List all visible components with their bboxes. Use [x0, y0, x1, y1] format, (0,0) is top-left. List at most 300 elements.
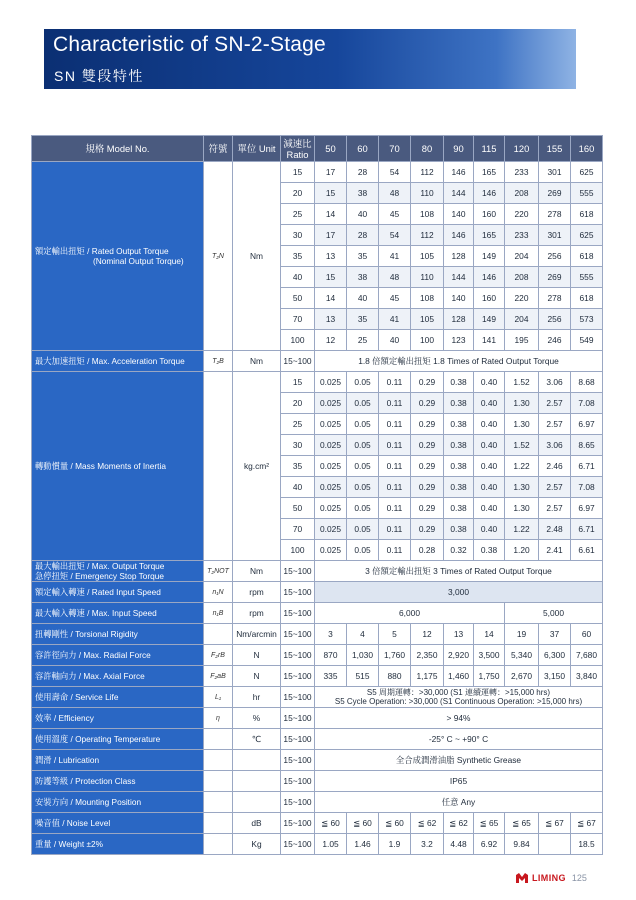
row-label-efficiency: 效率 / Efficiency — [32, 708, 204, 729]
ratio-cell: 15 — [281, 372, 315, 393]
ratio-cell: 25 — [281, 414, 315, 435]
table-cell: 13 — [315, 309, 347, 330]
table-cell: 3,840 — [571, 666, 603, 687]
table-cell: 6.92 — [474, 834, 505, 855]
table-cell: 6.71 — [571, 519, 603, 540]
ratio-cell: 15~100 — [281, 708, 315, 729]
torsional-unit: Nm/arcmin — [233, 624, 281, 645]
ratio-cell: 15~100 — [281, 834, 315, 855]
efficiency-unit: % — [233, 708, 281, 729]
table-cell: 160 — [474, 204, 505, 225]
table-row — [32, 582, 603, 603]
table-cell: 233 — [505, 225, 539, 246]
table-cell: 0.025 — [315, 414, 347, 435]
table-cell: 149 — [474, 246, 505, 267]
table-cell: 0.11 — [379, 393, 411, 414]
max-output-unit: Nm — [233, 561, 281, 582]
header-size: 160 — [571, 136, 603, 162]
ratio-cell: 100 — [281, 330, 315, 351]
header-ratio: 減速比 Ratio — [281, 136, 315, 162]
spec-table — [31, 135, 603, 855]
table-cell: 6.97 — [571, 498, 603, 519]
table-cell: 625 — [571, 162, 603, 183]
table-cell: 880 — [379, 666, 411, 687]
table-cell: 0.11 — [379, 372, 411, 393]
row-label-accel-torque: 最大加速扭矩 / Max. Acceleration Torque — [32, 351, 204, 372]
table-cell: 6.61 — [571, 540, 603, 561]
table-cell: 45 — [379, 204, 411, 225]
table-cell: 3 — [315, 624, 347, 645]
table-cell: 1,760 — [379, 645, 411, 666]
table-cell: 2,350 — [411, 645, 444, 666]
row-label-max-output-torque — [32, 561, 204, 582]
service-symbol: L₁ — [204, 687, 233, 708]
table-cell: 123 — [444, 330, 474, 351]
header-size: 80 — [411, 136, 444, 162]
table-cell: 3.2 — [411, 834, 444, 855]
table-row — [32, 666, 603, 687]
table-cell: 14 — [474, 624, 505, 645]
spec-table-body — [32, 162, 603, 855]
table-cell: 625 — [571, 225, 603, 246]
header-size: 90 — [444, 136, 474, 162]
table-cell: 1.46 — [347, 834, 379, 855]
row-label-weight: 重量 / Weight ±2% — [32, 834, 204, 855]
table-cell: 2,920 — [444, 645, 474, 666]
max-input-symbol: n₁B — [204, 603, 233, 624]
protection-value: IP65 — [315, 771, 603, 792]
table-cell: 17 — [315, 225, 347, 246]
ratio-cell: 15~100 — [281, 645, 315, 666]
brand-name: LIMING — [532, 873, 566, 883]
row-label-mounting: 安裝方向 / Mounting Position — [32, 792, 204, 813]
table-cell: 0.40 — [474, 393, 505, 414]
table-cell: 38 — [347, 267, 379, 288]
header-size: 120 — [505, 136, 539, 162]
table-cell: 108 — [411, 288, 444, 309]
header-size: 115 — [474, 136, 505, 162]
footer — [515, 871, 587, 885]
table-cell: 0.38 — [444, 456, 474, 477]
max-output-symbol: T₂NOT — [204, 561, 233, 582]
table-cell: 4 — [347, 624, 379, 645]
table-cell: ≦ 60 — [347, 813, 379, 834]
table-cell: 5 — [379, 624, 411, 645]
table-cell: 0.38 — [444, 372, 474, 393]
ratio-cell: 25 — [281, 204, 315, 225]
emergency-stop-label: 急停扭矩 / Emergency Stop Torque — [35, 571, 164, 581]
table-cell: 0.05 — [347, 372, 379, 393]
weight-unit: Kg — [233, 834, 281, 855]
temperature-value: -25° C ~ +90° C — [315, 729, 603, 750]
ratio-cell: 15~100 — [281, 624, 315, 645]
table-cell: 335 — [315, 666, 347, 687]
table-cell: 208 — [505, 183, 539, 204]
table-cell: 0.05 — [347, 456, 379, 477]
table-cell: 28 — [347, 162, 379, 183]
table-cell: 0.29 — [411, 414, 444, 435]
table-cell: 256 — [539, 309, 571, 330]
table-cell: 3,150 — [539, 666, 571, 687]
table-cell: 15 — [315, 267, 347, 288]
service-line-2: S5 Cycle Operation: >30,000 (S1 Continuous Operation: >15,000 hrs) — [334, 697, 583, 706]
row-label-lubrication: 潤滑 / Lubrication — [32, 750, 204, 771]
table-cell: 144 — [444, 267, 474, 288]
table-cell: 256 — [539, 246, 571, 267]
row-label-noise: 噪音值 / Noise Level — [32, 813, 204, 834]
row-label-service-life: 使用壽命 / Service Life — [32, 687, 204, 708]
table-cell: 28 — [347, 225, 379, 246]
table-cell: 0.29 — [411, 393, 444, 414]
table-cell: 0.025 — [315, 519, 347, 540]
max-input-value-b: 5,000 — [505, 603, 603, 624]
table-cell: 0.40 — [474, 498, 505, 519]
table-cell: 0.05 — [347, 498, 379, 519]
header-size: 155 — [539, 136, 571, 162]
ratio-cell: 20 — [281, 183, 315, 204]
table-cell: 146 — [444, 225, 474, 246]
table-cell: 0.11 — [379, 456, 411, 477]
table-cell: 1.52 — [505, 435, 539, 456]
table-cell: 269 — [539, 267, 571, 288]
table-cell: 128 — [444, 309, 474, 330]
table-cell: 8.68 — [571, 372, 603, 393]
header-unit: 單位 Unit — [233, 136, 281, 162]
mounting-unit — [233, 792, 281, 813]
row-label-torsional-rigidity: 扭轉剛性 / Torsional Rigidity — [32, 624, 204, 645]
table-cell: 0.29 — [411, 435, 444, 456]
page-title: Characteristic of SN-2-Stage — [53, 33, 326, 56]
table-row — [32, 351, 603, 372]
table-cell: 0.05 — [347, 519, 379, 540]
table-cell: 0.11 — [379, 519, 411, 540]
table-cell: 2.48 — [539, 519, 571, 540]
table-cell: 0.40 — [474, 456, 505, 477]
inertia-symbol — [204, 372, 233, 561]
table-cell: 0.40 — [474, 372, 505, 393]
table-cell: 1,750 — [474, 666, 505, 687]
table-cell: 618 — [571, 288, 603, 309]
table-cell: 0.40 — [474, 519, 505, 540]
table-cell: 0.38 — [474, 540, 505, 561]
table-cell: 144 — [444, 183, 474, 204]
rated-input-symbol: n₁N — [204, 582, 233, 603]
table-cell: 2.57 — [539, 498, 571, 519]
table-cell: 2.57 — [539, 393, 571, 414]
table-cell: 573 — [571, 309, 603, 330]
header-symbol: 符號 — [204, 136, 233, 162]
table-row — [32, 603, 603, 624]
table-cell: 141 — [474, 330, 505, 351]
table-cell: 13 — [315, 246, 347, 267]
table-cell: 0.05 — [347, 414, 379, 435]
noise-symbol — [204, 813, 233, 834]
table-cell: 0.28 — [411, 540, 444, 561]
table-cell: 108 — [411, 204, 444, 225]
table-cell: 1.9 — [379, 834, 411, 855]
table-cell: 60 — [571, 624, 603, 645]
max-input-value-a: 6,000 — [315, 603, 505, 624]
table-cell: 8.65 — [571, 435, 603, 456]
table-cell: 301 — [539, 225, 571, 246]
ratio-cell: 15~100 — [281, 582, 315, 603]
protection-unit — [233, 771, 281, 792]
axial-symbol: F₂aB — [204, 666, 233, 687]
table-cell: 40 — [379, 330, 411, 351]
table-cell: 146 — [474, 183, 505, 204]
weight-symbol — [204, 834, 233, 855]
table-cell: 105 — [411, 309, 444, 330]
table-row — [32, 372, 603, 393]
table-cell: 100 — [411, 330, 444, 351]
ratio-cell: 15~100 — [281, 729, 315, 750]
accel-torque-symbol: T₂B — [204, 351, 233, 372]
table-row — [32, 813, 603, 834]
table-cell: 140 — [444, 288, 474, 309]
table-cell: 7.08 — [571, 477, 603, 498]
lubrication-symbol — [204, 750, 233, 771]
ratio-cell: 15~100 — [281, 561, 315, 582]
table-cell: 204 — [505, 309, 539, 330]
table-cell: 112 — [411, 162, 444, 183]
table-cell: 3,500 — [474, 645, 505, 666]
table-cell: 1.20 — [505, 540, 539, 561]
table-cell: 555 — [571, 267, 603, 288]
ratio-cell: 70 — [281, 519, 315, 540]
table-cell: 9.84 — [505, 834, 539, 855]
table-cell: 0.11 — [379, 477, 411, 498]
torsional-symbol — [204, 624, 233, 645]
table-cell: 1,175 — [411, 666, 444, 687]
table-cell: 41 — [379, 246, 411, 267]
table-cell: 1.52 — [505, 372, 539, 393]
table-cell: 40 — [347, 204, 379, 225]
table-cell: 2.41 — [539, 540, 571, 561]
lubrication-unit — [233, 750, 281, 771]
table-cell: 204 — [505, 246, 539, 267]
rated-torque-symbol: T₂N — [204, 162, 233, 351]
table-cell: 549 — [571, 330, 603, 351]
table-cell: 0.40 — [474, 435, 505, 456]
ratio-cell: 40 — [281, 477, 315, 498]
protection-symbol — [204, 771, 233, 792]
table-cell: 128 — [444, 246, 474, 267]
table-cell: 0.29 — [411, 477, 444, 498]
table-cell: 112 — [411, 225, 444, 246]
lubrication-value: 全合成潤滑油脂 Synthetic Grease — [315, 750, 603, 771]
table-cell: 6.97 — [571, 414, 603, 435]
table-row — [32, 645, 603, 666]
table-row — [32, 729, 603, 750]
table-cell: 618 — [571, 246, 603, 267]
table-cell: 0.32 — [444, 540, 474, 561]
table-cell: 0.11 — [379, 540, 411, 561]
table-cell: 6.71 — [571, 456, 603, 477]
table-cell: 48 — [379, 183, 411, 204]
table-row — [32, 162, 603, 183]
table-cell: 269 — [539, 183, 571, 204]
table-cell: 195 — [505, 330, 539, 351]
table-cell: 4.48 — [444, 834, 474, 855]
page-number: 125 — [571, 873, 587, 883]
rated-input-value: 3,000 — [315, 582, 603, 603]
accel-torque-value: 1.8 倍額定輸出扭矩 1.8 Times of Rated Output Torque — [315, 351, 603, 372]
mounting-value: 任意 Any — [315, 792, 603, 813]
table-cell: 0.11 — [379, 498, 411, 519]
rated-torque-label: 額定輸出扭矩 / Rated Output Torque — [35, 246, 169, 256]
table-cell: 278 — [539, 288, 571, 309]
table-cell: 555 — [571, 183, 603, 204]
table-cell: 12 — [315, 330, 347, 351]
table-cell: 0.025 — [315, 498, 347, 519]
ratio-cell: 100 — [281, 540, 315, 561]
row-label-protection: 防護等級 / Protection Class — [32, 771, 204, 792]
row-label-rated-torque — [32, 162, 204, 351]
ratio-cell: 30 — [281, 435, 315, 456]
table-cell: 0.025 — [315, 372, 347, 393]
table-row — [32, 561, 603, 582]
accel-torque-unit: Nm — [233, 351, 281, 372]
page-subtitle: SN 雙段特性 — [54, 68, 144, 84]
table-cell: 870 — [315, 645, 347, 666]
table-cell: 0.40 — [474, 477, 505, 498]
ratio-cell: 15~100 — [281, 750, 315, 771]
efficiency-symbol: η — [204, 708, 233, 729]
row-label-axial-force: 容許軸向力 / Max. Axial Force — [32, 666, 204, 687]
table-cell: 0.38 — [444, 393, 474, 414]
table-cell: ≦ 65 — [505, 813, 539, 834]
table-cell: 25 — [347, 330, 379, 351]
ratio-cell: 15~100 — [281, 771, 315, 792]
axial-unit: N — [233, 666, 281, 687]
table-cell: 1.22 — [505, 456, 539, 477]
table-cell: 146 — [474, 267, 505, 288]
table-cell: 0.11 — [379, 414, 411, 435]
table-cell: 0.05 — [347, 435, 379, 456]
table-cell: 0.38 — [444, 498, 474, 519]
table-cell: 165 — [474, 225, 505, 246]
table-cell: 0.025 — [315, 477, 347, 498]
row-label-radial-force: 容許徑向力 / Max. Radial Force — [32, 645, 204, 666]
table-cell: 1.30 — [505, 477, 539, 498]
table-cell: 618 — [571, 204, 603, 225]
ratio-cell: 30 — [281, 225, 315, 246]
table-cell: 110 — [411, 183, 444, 204]
rated-input-unit: rpm — [233, 582, 281, 603]
ratio-cell: 35 — [281, 246, 315, 267]
title-banner — [44, 29, 576, 89]
max-input-unit: rpm — [233, 603, 281, 624]
table-cell: 19 — [505, 624, 539, 645]
row-label-temperature: 使用溫度 / Operating Temperature — [32, 729, 204, 750]
table-cell: 17 — [315, 162, 347, 183]
ratio-cell: 40 — [281, 267, 315, 288]
table-cell: 37 — [539, 624, 571, 645]
table-cell: 0.29 — [411, 519, 444, 540]
noise-unit: dB — [233, 813, 281, 834]
table-cell: 110 — [411, 267, 444, 288]
table-cell: 220 — [505, 288, 539, 309]
table-cell: 0.29 — [411, 372, 444, 393]
table-cell: ≦ 67 — [571, 813, 603, 834]
max-output-value: 3 倍額定輸出扭矩 3 Times of Rated Output Torque — [315, 561, 603, 582]
table-cell: ≦ 62 — [444, 813, 474, 834]
table-cell: 12 — [411, 624, 444, 645]
header-size: 70 — [379, 136, 411, 162]
table-cell: 0.38 — [444, 519, 474, 540]
table-cell: 14 — [315, 288, 347, 309]
table-cell: 0.38 — [444, 435, 474, 456]
table-cell: 6,300 — [539, 645, 571, 666]
ratio-cell: 50 — [281, 288, 315, 309]
ratio-cell: 50 — [281, 498, 315, 519]
rated-torque-unit: Nm — [233, 162, 281, 351]
table-cell: 1,030 — [347, 645, 379, 666]
table-cell: 3.06 — [539, 372, 571, 393]
service-unit: hr — [233, 687, 281, 708]
table-cell: ≦ 65 — [474, 813, 505, 834]
table-cell: 2.57 — [539, 477, 571, 498]
table-row — [32, 687, 603, 708]
table-cell: 0.05 — [347, 540, 379, 561]
table-cell: 0.38 — [444, 414, 474, 435]
table-cell: 208 — [505, 267, 539, 288]
ratio-cell: 15 — [281, 162, 315, 183]
row-label-inertia: 轉動慣量 / Mass Moments of Inertia — [32, 372, 204, 561]
table-cell: 220 — [505, 204, 539, 225]
radial-symbol: F₂rB — [204, 645, 233, 666]
table-cell: 301 — [539, 162, 571, 183]
table-cell: 1.05 — [315, 834, 347, 855]
table-cell: ≦ 62 — [411, 813, 444, 834]
table-cell: 7,680 — [571, 645, 603, 666]
header-model: 規格 Model No. — [32, 136, 204, 162]
table-row — [32, 834, 603, 855]
ratio-cell: 15~100 — [281, 666, 315, 687]
table-row — [32, 792, 603, 813]
table-cell: 54 — [379, 162, 411, 183]
ratio-cell: 15~100 — [281, 351, 315, 372]
table-cell: 0.025 — [315, 540, 347, 561]
table-row — [32, 750, 603, 771]
table-cell: 7.08 — [571, 393, 603, 414]
service-value — [315, 687, 603, 708]
service-line-1: S5 周期運轉：>30,000 (S1 連續運轉：>15,000 hrs) — [366, 687, 551, 697]
liming-logo-icon — [515, 872, 529, 884]
mounting-symbol — [204, 792, 233, 813]
table-cell: 1.30 — [505, 414, 539, 435]
ratio-cell: 15~100 — [281, 792, 315, 813]
table-cell: 1,460 — [444, 666, 474, 687]
table-cell: 233 — [505, 162, 539, 183]
table-cell: 5,340 — [505, 645, 539, 666]
table-cell: 41 — [379, 309, 411, 330]
table-cell: 160 — [474, 288, 505, 309]
table-cell: 0.40 — [474, 414, 505, 435]
header-size: 60 — [347, 136, 379, 162]
table-cell: 0.025 — [315, 435, 347, 456]
table-cell: 18.5 — [571, 834, 603, 855]
table-cell: 13 — [444, 624, 474, 645]
table-row — [32, 624, 603, 645]
max-output-label: 最大輸出扭矩 / Max. Output Torque — [35, 561, 165, 571]
table-cell: 146 — [444, 162, 474, 183]
row-label-max-input-speed: 最大輸入轉速 / Max. Input Speed — [32, 603, 204, 624]
rated-torque-label-2: (Nominal Output Torque) — [93, 256, 184, 266]
row-label-rated-input-speed: 額定輸入轉速 / Rated Input Speed — [32, 582, 204, 603]
ratio-cell: 15~100 — [281, 687, 315, 708]
table-cell: 14 — [315, 204, 347, 225]
